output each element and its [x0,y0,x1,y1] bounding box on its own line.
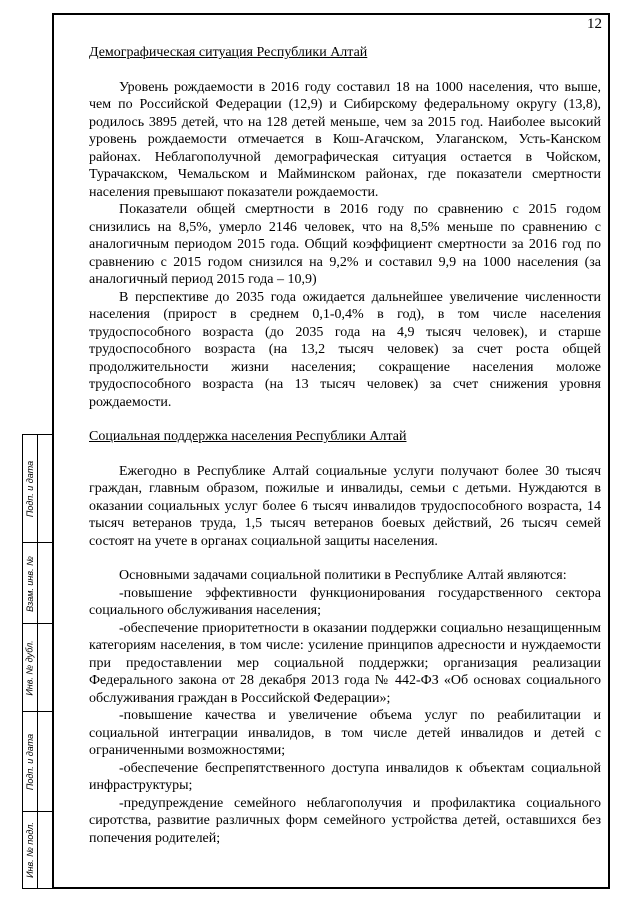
task-item: -повышение качества и увеличение объема услуг по реабилитации и социальной интеграции инвалидов, в том числе детей инвалидов и детей с ограниченными возможностями; [89,708,601,758]
task-item: -обеспечение беспрепятственного доступа инвалидов к объектам социальной инфраструктуры; [89,760,601,793]
paragraph: Ежегодно в Республике Алтай социальные услуги получают более 30 тысяч граждан, главным образом, пожилые и инвалиды, семьи с детьми. Нуждаются в оказании социальных услуг более 6 тысяч инвалидов трудоспособного возраста, 14 тысяч ветеранов труда, 1,5 тысяч ветеранов боевых действий, 26 тысяч семей состоят на учете в органах социальной защиты населения. [89,463,601,549]
stamp-block [22,434,53,889]
document-body [89,44,601,847]
stamp-label-orig-inv: Инв. № подл. [25,822,36,878]
stamp-label-signature-1: Подп. и дата [25,460,35,518]
stamp-label-dup-inv: Инв. № дубл. [25,640,36,696]
paragraph: Показатели общей смертности в 2016 году по сравнению с 2015 годом снизились на 8,5%, умерло 2146 человек, что на 8,5% меньше по сравнению с аналогичным периодом 2015 года. Общий коэффициент смертности за 2016 год по сравнению с 2015 годом снизился на 9,2% и составил 9,9 на 1000 населения (за аналогичный период 2015 года – 10,9) [89,202,601,287]
tasks-intro: Основными задачами социальной политики в Республике Алтай являются: [119,568,567,583]
stamp-label-signature-2: Подп. и дата [25,733,35,791]
task-item: -обеспечение приоритетности в оказании поддержки социально незащищенным категориям населения, в том числе: усиление принципов адресности и нуждаемости при предоставлении мер социальной поддержки; организация реализации Федерального закона от 28 декабря 2013 года № 442-ФЗ «Об основах социального обслуживания граждан в Российской Федерации»; [89,620,601,706]
task-item: -повышение эффективности функционирования государственного сектора социального обслуживания населения; [89,585,601,618]
section-title-social-support: Социальная поддержка населения Республики Алтай [89,429,407,444]
paragraph: В перспективе до 2035 года ожидается дальнейшее увеличение численности населения (прирост в среднем 0,1-0,4% в год), в том числе населения трудоспособного возраста (до 2035 года на 4,9 тысяч человек), и старше трудоспособного возраста (на 13,2 тысяч человек) за счет роста общей продолжительности жизни населения; сокращение населения моложе трудоспособного возраста (на 13 тысяч человек) за счет снижения уровня рождаемости. [89,289,601,410]
paragraph: Уровень рождаемости в 2016 году составил 18 на 1000 населения, что выше, чем по Российской Федерации (12,9) и Сибирскому федеральному округу (13,8), родилось 3895 детей, что на 128 детей меньше, чем за 2015 год. Наиболее высокий уровень рождаемости отмечается в Кош-Агачском, Улаганском, Усть-Канском районах. Неблагополучной демографическая ситуация остается в Чойском, Турачакском, Чемальском и Майминском районах, где показатели смертности населения превышают показатели рождаемости. [89,79,601,200]
task-item: -предупреждение семейного неблагополучия и профилактика социального сиротства, развитие различных форм семейного устройства детей, оставшихся без попечения родителей; [89,795,601,846]
page-number: 12 [587,16,602,32]
stamp-label-replace-inv: Взам. инв. № [25,555,36,612]
section-title-demography: Демографическая ситуация Республики Алтай [89,45,368,60]
